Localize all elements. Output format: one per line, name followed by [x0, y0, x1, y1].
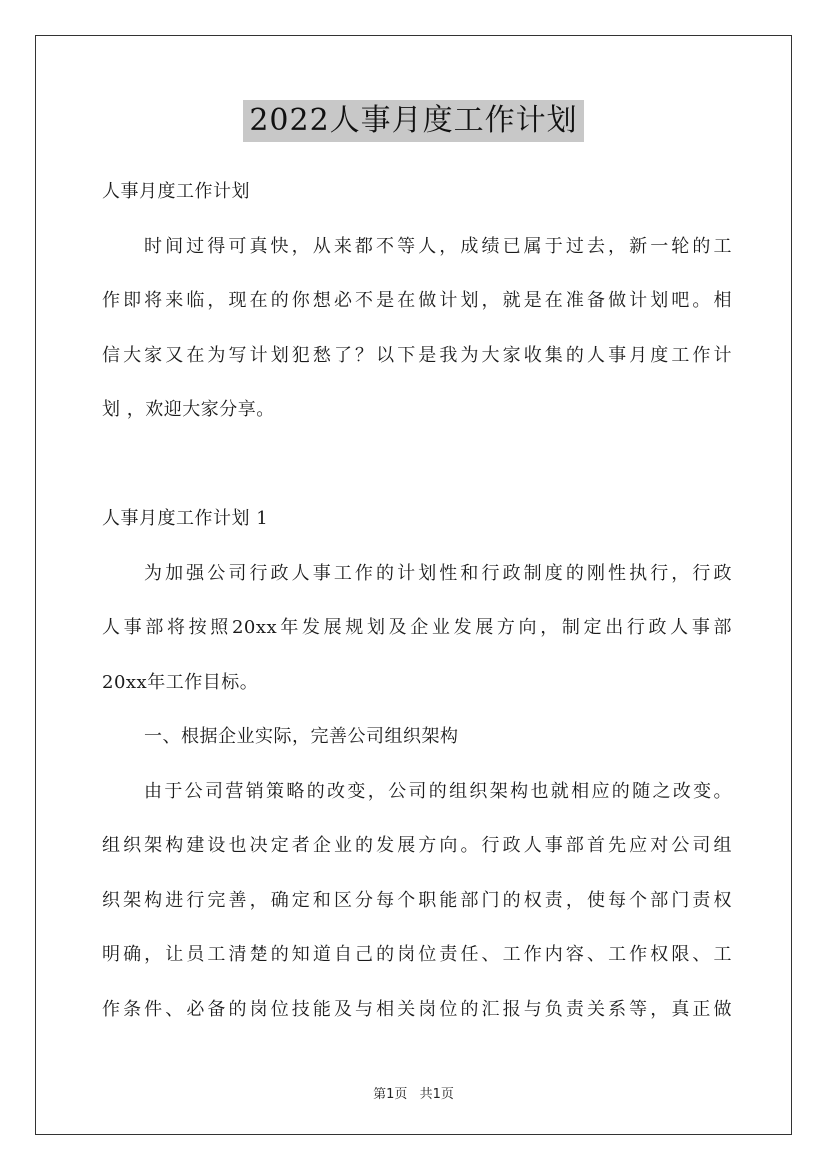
paragraph-line: 作条件、必备的岗位技能及与相关岗位的汇报与负责关系等，真正做 — [102, 998, 732, 1020]
paragraph-line: 信大家又在为写计划犯愁了？以下是我为大家收集的人事月度工作计 — [102, 344, 732, 366]
paragraph-line: 作即将来临，现在的你想必不是在做计划，就是在准备做计划吧。相 — [102, 290, 732, 311]
paragraph-line: 组织架构建设也决定者企业的发展方向。行政人事部首先应对公司组 — [102, 835, 732, 856]
paragraph-line: 织架构进行完善，确定和区分每个职能部门的权责，使每个部门责权 — [102, 889, 732, 911]
page-number: 第1页 — [373, 1087, 408, 1102]
paragraph-line: 由于公司营销策略的改变，公司的组织架构也就相应的随之改变。 — [144, 780, 732, 802]
paragraph-line: 为加强公司行政人事工作的计划性和行政制度的刚性执行，行政 — [144, 562, 732, 584]
document-body — [102, 165, 732, 1037]
paragraph-line: 时间过得可真快，从来都不等人，成绩已属于过去，新一轮的工 — [144, 235, 732, 257]
blank-line — [102, 438, 732, 493]
page-footer — [0, 1083, 827, 1102]
paragraph-line: 明确，让员工清楚的知道自己的岗位责任、工作内容、工作权限、工 — [102, 944, 732, 965]
paragraph-line: 20xx年工作目标。 — [102, 671, 259, 693]
paragraph-line: 人事部将按照20xx年发展规划及企业发展方向，制定出行政人事部 — [102, 617, 732, 638]
paragraph-line: 划 ，欢迎大家分享。 — [102, 399, 275, 420]
title-container — [0, 100, 827, 142]
paragraph-line: 一、根据企业实际，完善公司组织架构 — [144, 726, 459, 747]
page-total: 共1页 — [419, 1087, 454, 1102]
document-title: 2022人事月度工作计划 — [243, 100, 583, 142]
paragraph-line: 人事月度工作计划 — [102, 181, 250, 202]
paragraph-line: 人事月度工作计划 1 — [102, 508, 269, 529]
